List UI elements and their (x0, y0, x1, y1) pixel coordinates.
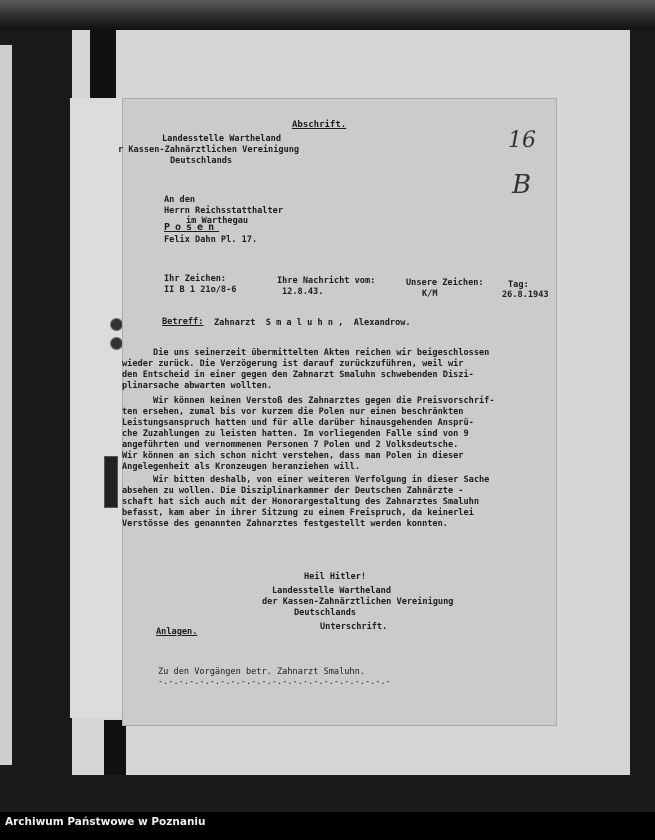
body-line: che Zuzahlungen zu leisten hatten. Im vorliegenden Falle sind von 9 (122, 429, 469, 439)
tag-value: 26.8.1943 (502, 290, 549, 300)
handwritten-mark: B (512, 170, 532, 200)
body-line: Angelegenheit als Kronzeugen heranziehen will. (122, 462, 360, 472)
document-page (118, 98, 557, 726)
body-line: befasst, kam aber in ihrer Sitzung zu einem Freispruch, da keinerlei (122, 508, 474, 518)
body-line: Verstösse des genannten Zahnarztes festgestellt werden konnten. (122, 519, 448, 529)
recipient-line: im Warthegau (186, 216, 249, 226)
binder-tab-top (90, 30, 116, 100)
tag-label: Tag: (508, 280, 529, 290)
body-line: absehen zu wollen. Die Disziplinarkammer der Deutschen Zahnärzte - (122, 486, 464, 496)
body-line: Wir bitten deshalb, von einer weiteren Verfolgung in dieser Sache (122, 475, 490, 485)
film-top-band (0, 0, 655, 30)
body-line: Leistungsanspruch hatten und für alle darüber hinausgehenden Ansprü- (122, 418, 474, 428)
subject-label: Betreff: (162, 317, 204, 327)
handwritten-page-number: 16 (508, 128, 536, 153)
ihr-zeichen-value: II B 1 21o/8-6 (164, 285, 237, 295)
closing-line: der Kassen-Zahnärztlichen Vereinigung (262, 597, 454, 607)
body-line: Wir können an sich schon nicht verstehen, dass man Polen in dieser (122, 451, 464, 461)
ihre-nachricht-value: 12.8.43. (282, 287, 324, 297)
binder-tab-bottom (104, 720, 126, 775)
recipient-line: Felix Dahn Pl. 17. (164, 235, 258, 245)
attachment-note: Zu den Vorgängen betr. Zahnarzt Smaluhn. (158, 667, 365, 677)
closing-line: Landesstelle Wartheland (272, 586, 391, 596)
unsere-zeichen-value: K/M (422, 289, 438, 299)
recipient-city: Posen (164, 222, 220, 233)
recipient-line: An den (164, 195, 196, 205)
paper-clip-icon (104, 456, 118, 508)
ihr-zeichen-label: Ihr Zeichen: (164, 274, 227, 284)
unsere-zeichen-label: Unsere Zeichen: (406, 278, 484, 288)
recipient-line: Herrn Reichsstatthalter (164, 206, 283, 216)
subject-value: Zahnarzt S m a l u h n , Alexandrow. (214, 318, 411, 328)
signature: Unterschrift. (320, 622, 388, 632)
film-left-edge (0, 45, 12, 765)
archive-name: Archiwum Państwowe w Poznaniu (5, 816, 206, 828)
body-line: ten ersehen, zumal bis vor kurzem die Polen nur einen beschränkten (122, 407, 464, 417)
ihre-nachricht-label: Ihre Nachricht vom: (277, 276, 376, 286)
body-line: angeführten und vernommenen Personen 7 Polen und 2 Volksdeutsche. (122, 440, 459, 450)
closing-line: Deutschlands (294, 608, 357, 618)
attachments-label: Anlagen. (156, 627, 198, 637)
body-line: den Entscheid in einer gegen den Zahnarzt Smaluhn schwebenden Diszi- (122, 370, 474, 380)
document-heading: Abschrift. (292, 120, 347, 130)
attachment-note-dashes: -.-.-.-.-.-.-.-.-.-.-.-.-.-.-.-.-.-.-.-.-.-.- (158, 677, 391, 687)
body-line: schaft hat sich auch mit der Honorargestaltung des Zahnarztes Smaluhn (122, 497, 479, 507)
body-line: Die uns seinerzeit übermittelten Akten reichen wir beigeschlossen (122, 348, 490, 358)
sender-line: Deutschlands (170, 156, 233, 166)
body-line: Wir können keinen Verstoß des Zahnarztes gegen die Preisvorschrif- (122, 396, 495, 406)
body-line: wieder zurück. Die Verzögerung ist darauf zurückzuführen, weil wir (122, 359, 464, 369)
sender-line: r Kassen-Zahnärztlichen Vereinigung (118, 145, 300, 155)
sender-line: Landesstelle Wartheland (162, 134, 281, 144)
body-line: plinarsache abwarten wollten. (122, 381, 273, 391)
left-margin-strip (70, 98, 124, 718)
closing-line: Heil Hitler! (304, 572, 367, 582)
